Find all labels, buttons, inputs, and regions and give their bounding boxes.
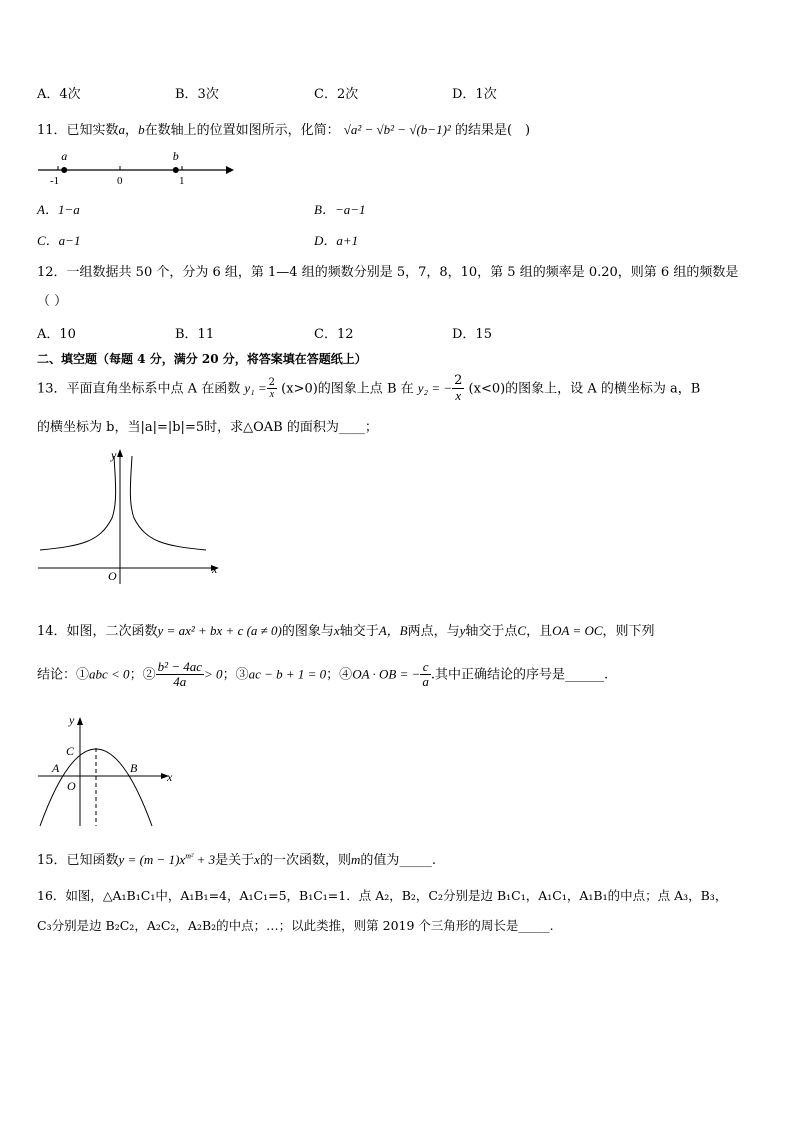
q12-option-c: C．12 — [314, 327, 354, 342]
y-arrow — [77, 717, 83, 725]
tick-label-minus-one: -1 — [50, 175, 60, 186]
q14-line1: 14．如图，二次函数y = ax² + bx + c (a ≠ 0)的图象与x轴交于A，B两点，与y轴交于点C，且OA = OC，则下列 — [37, 623, 655, 639]
left-branch — [40, 456, 116, 550]
point-b — [173, 167, 179, 173]
q12-option-a: A．10 — [37, 327, 76, 342]
y-arrow — [117, 449, 123, 457]
q16-line1: 16．如图，△A₁B₁C₁中，A₁B₁=4，A₁C₁=5，B₁C₁=1．点 A₂，B₂，C₂分别是边 B₁C₁，A₁C₁，A₁B₁的中点；点 A₃，B₃， — [37, 888, 728, 903]
q13-line2: 的横坐标为 b，当|a|=|b|=5时，求△OAB 的面积为____； — [37, 420, 378, 435]
x-label: x — [167, 770, 173, 784]
origin-label: O — [108, 569, 117, 583]
label-a: a — [61, 149, 68, 163]
q11-expression: √a² − √b² − √(b−1)² — [343, 122, 451, 137]
q11-option-a: A．1−a — [37, 202, 80, 217]
arrow-head — [226, 166, 234, 174]
q11-option-b: B．−a−1 — [314, 202, 366, 217]
q13-hyperbola-graph — [36, 446, 226, 586]
q10-option-a: A．4次 — [37, 87, 81, 102]
section-heading: 二、填空题（每题 4 分，满分 20 分，将答案填在答题纸上） — [37, 352, 367, 366]
q12-option-b: B．11 — [175, 327, 215, 342]
q14-line2: 结论：①abc < 0；② $\frac{\text{b² − 4ac}}{4a}$ > 0；③ac − b + 1 = 0；④OA · OB = − $\frac{c}{a}$ .其中正确结论的序号是______. — [37, 659, 609, 690]
label-b: b — [172, 149, 179, 163]
q11-option-d: D．a+1 — [314, 233, 359, 248]
right-branch — [130, 456, 206, 550]
q15-stem: 15．已知函数$y = (m - 1)x^{m^2} + 3$是关于x的一次函数，则m的值为_____. — [37, 851, 436, 868]
a-label: A — [52, 761, 60, 775]
q11-stem: 11．已知实数a，b在数轴上的位置如图所示，化简： √a² − √b² − √(b−1)² 的结果是( ) — [37, 122, 531, 138]
q12-paren: （ ） — [37, 294, 68, 309]
q11-number-line — [36, 146, 236, 186]
q10-option-d: D．1次 — [452, 87, 497, 102]
y-label: y — [69, 713, 75, 727]
q16-line2: C₃分别是边 B₂C₂，A₂C₂，A₂B₂的中点；…；以此类推，则第 2019 个三角形的周长是_____. — [37, 918, 554, 933]
q10-option-c: C．2次 — [314, 87, 359, 102]
q10-option-b: B．3次 — [175, 87, 219, 102]
q12-option-d: D．15 — [452, 327, 492, 342]
q11-option-c: C．a−1 — [37, 233, 81, 248]
q14-parabola-graph — [36, 712, 186, 832]
point-a — [61, 167, 67, 173]
x-label: x — [212, 562, 218, 576]
q13-line1: 13．平面直角坐标系中点 A 在函数 y₁ = $\frac{2}{x}$ (x>0)的图象上点 B 在 y₂ = − $\frac{2}{x}$ (x<0)的图象上，设 A 的横坐标为 a，B — [37, 373, 701, 404]
tick-label-one: 1 — [179, 175, 185, 186]
c-label: C — [66, 744, 75, 758]
origin-label: O — [67, 779, 76, 793]
y-label: y — [111, 448, 117, 462]
tick-label-zero: 0 — [117, 175, 123, 186]
q12-stem: 12．一组数据共 50 个，分为 6 组，第 1—4 组的频数分别是 5，7，8，10，第 5 组的频率是 0.20，则第 6 组的频数是 — [37, 265, 739, 280]
b-label: B — [130, 761, 138, 775]
